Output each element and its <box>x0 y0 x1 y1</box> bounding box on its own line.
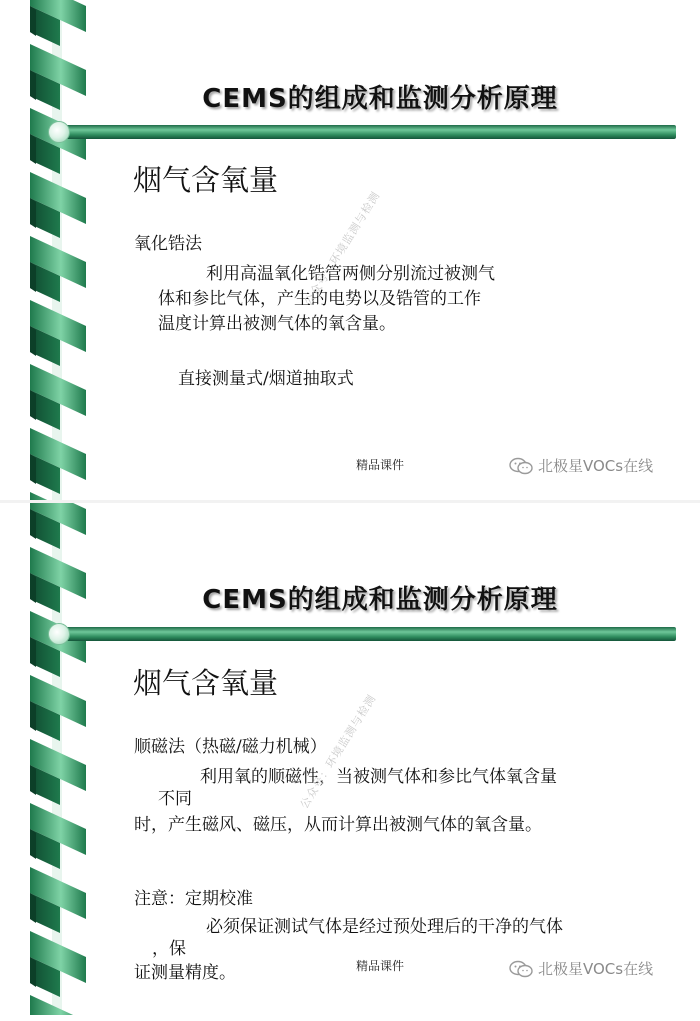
footer-label: 精品课件 <box>356 959 405 973</box>
method-name: 氧化锆法 <box>134 234 202 254</box>
spiral-ribbon-fold <box>30 509 36 539</box>
spiral-ribbon-fold <box>30 573 36 603</box>
slide-title: CEMS的组成和监测分析原理 <box>202 585 558 615</box>
spiral-binding-decoration <box>0 0 92 500</box>
wechat-icon <box>508 457 534 475</box>
measurement-mode: 直接测量式/烟道抽取式 <box>178 369 354 389</box>
rule-knob <box>48 121 70 143</box>
note-title: 注意：定期校准 <box>134 889 253 909</box>
spiral-ribbon-fold <box>30 829 36 859</box>
note-line-2: ，保 <box>152 939 186 959</box>
spiral-ribbon-fold <box>30 957 36 987</box>
slide-title: CEMS的组成和监测分析原理 <box>202 84 558 114</box>
spiral-ribbon-fold <box>30 765 36 795</box>
title-rule <box>58 627 676 641</box>
spiral-ribbon-fold <box>30 6 36 36</box>
spiral-ribbon-fold <box>30 198 36 228</box>
footer-label: 精品课件 <box>356 458 405 472</box>
spiral-binding-decoration <box>0 503 92 1015</box>
note-line-3: 证测量精度。 <box>134 963 236 983</box>
body-line-2: 不同 <box>158 789 192 809</box>
brand-text: 北极星VOCs在线 <box>538 457 654 475</box>
brand-mark <box>508 958 653 979</box>
brand-mark <box>508 455 653 476</box>
body-line-1: 利用高温氧化锆管两侧分别流过被测气 <box>206 264 495 284</box>
slide-heading: 烟气含氧量 <box>133 163 279 197</box>
spiral-ribbon-fold <box>30 390 36 420</box>
method-name: 顺磁法（热磁/磁力机械） <box>134 737 327 757</box>
watermark: 公众号：环境监测与检测 <box>297 692 379 811</box>
spiral-ribbon-fold <box>30 454 36 484</box>
title-rule <box>58 125 676 139</box>
spiral-ribbon-fold <box>30 701 36 731</box>
body-line-1: 利用氧的顺磁性，当被测气体和参比气体氧含量 <box>200 767 557 787</box>
spiral-ribbon-fold <box>30 134 36 164</box>
spiral-ribbon-fold <box>30 326 36 356</box>
brand-text: 北极星VOCs在线 <box>538 960 654 978</box>
body-line-3: 时，产生磁风、磁压，从而计算出被测气体的氧含量。 <box>134 815 542 835</box>
slide-1 <box>0 0 700 500</box>
watermark: 公众号：环境监测与检测 <box>301 189 383 308</box>
body-line-3: 温度计算出被测气体的氧含量。 <box>158 314 396 334</box>
note-line-1: 必须保证测试气体是经过预处理后的干净的气体 <box>206 917 563 937</box>
spiral-ribbon-fold <box>30 262 36 292</box>
rule-knob <box>48 623 70 645</box>
slide-2 <box>0 503 700 1015</box>
wechat-icon <box>508 960 534 978</box>
body-line-2: 体和参比气体，产生的电势以及锆管的工作 <box>158 289 481 309</box>
spiral-ribbon-fold <box>30 637 36 667</box>
slide-heading: 烟气含氧量 <box>133 666 279 700</box>
spiral-ribbon-fold <box>30 893 36 923</box>
spiral-ribbon-fold <box>30 70 36 100</box>
